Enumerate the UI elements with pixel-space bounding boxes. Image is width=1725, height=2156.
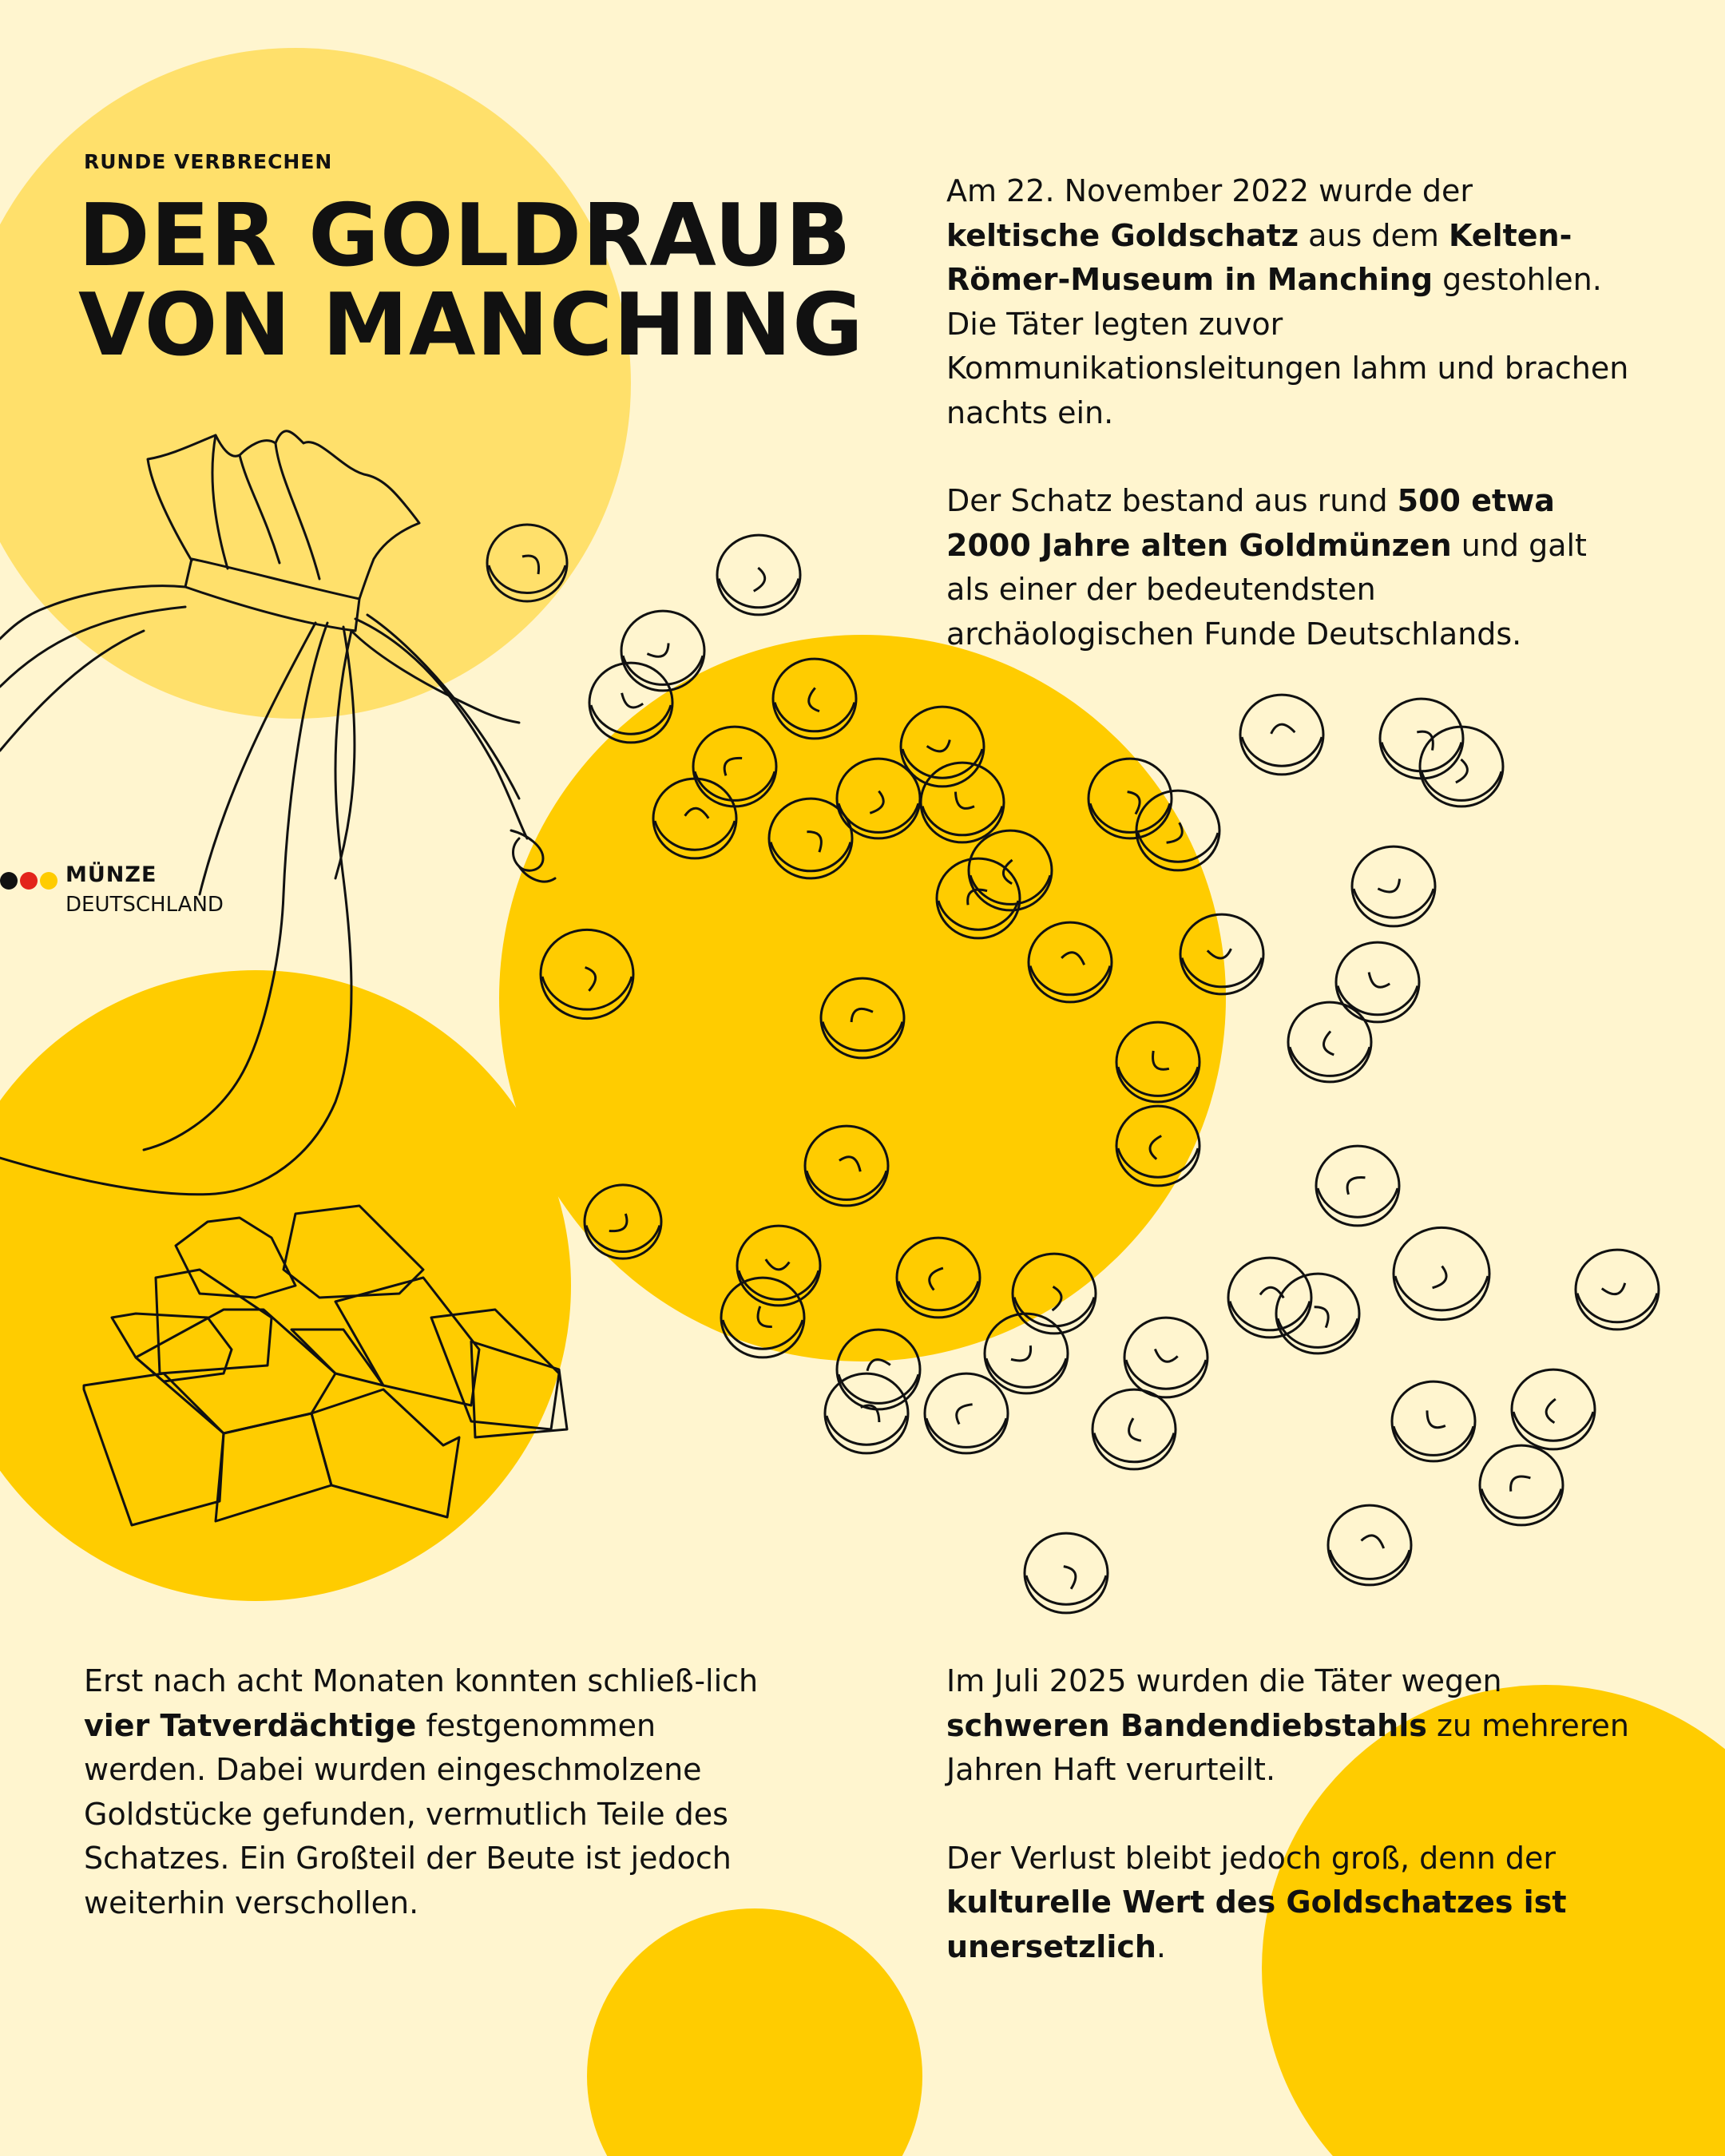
text-run: Im Juli 2025 wurden die Täter wegen bbox=[946, 1663, 1502, 1698]
coin-icon bbox=[1420, 727, 1503, 807]
coin-icon bbox=[825, 1373, 908, 1453]
text-run: keltische Goldschatz bbox=[946, 217, 1299, 253]
text-block-bottom-left bbox=[84, 1659, 787, 1925]
circle-bottom-middle bbox=[587, 1908, 922, 2156]
text-run: aus dem bbox=[1299, 217, 1449, 253]
coin-icon bbox=[1380, 699, 1463, 779]
text-run: Der Verlust bleibt jedoch groß, denn der bbox=[946, 1840, 1556, 1876]
coin-icon bbox=[1228, 1258, 1311, 1338]
paragraph-verdict bbox=[946, 1659, 1633, 1793]
coin-icon bbox=[985, 1314, 1068, 1393]
eyebrow-label: RUNDE VERBRECHEN bbox=[84, 150, 333, 173]
text-run: . bbox=[1156, 1928, 1167, 1964]
text-run: gestohlen. Die Täter legten zuvor Kommunikationsleitungen lahm und brachen nachts ein. bbox=[946, 262, 1629, 430]
text-run: Erst nach acht Monaten konnten schließ-lich bbox=[84, 1663, 759, 1698]
logo-line-1: MÜNZE bbox=[65, 862, 157, 887]
text-block-bottom-right bbox=[946, 1659, 1633, 1969]
paragraph-loss bbox=[946, 1837, 1633, 1970]
text-run: Kelten-Römer-Museum in Manching bbox=[946, 217, 1572, 297]
text-run: kulturelle Wert des Goldschatzes ist unersetzlich bbox=[946, 1885, 1567, 1964]
text-run: festgenommen werden. Dabei wurden eingeschmolzene Goldstücke gefunden, vermutlich Teile des Schatzes. Ein Großteil der Beute ist jedoch weiterhin verschollen. bbox=[84, 1707, 732, 1920]
coin-icon bbox=[1352, 846, 1435, 926]
black-dot-icon bbox=[0, 872, 18, 890]
circle-light-top-left bbox=[0, 48, 631, 719]
flag-dots bbox=[0, 872, 64, 891]
coin-icon bbox=[1288, 1002, 1371, 1082]
text-run: Am 22. November 2022 wurde der bbox=[946, 173, 1473, 208]
coin-icon bbox=[1392, 1381, 1475, 1461]
coin-icon bbox=[1092, 1389, 1176, 1469]
coin-icon bbox=[925, 1373, 1008, 1453]
paragraph-theft bbox=[946, 169, 1633, 435]
circle-center bbox=[499, 635, 1226, 1361]
circle-left bbox=[0, 970, 571, 1601]
page-title bbox=[78, 186, 877, 375]
text-run: vier Tatverdächtige bbox=[84, 1707, 417, 1743]
text-run: schweren Bandendiebstahls bbox=[946, 1707, 1427, 1743]
coin-icon bbox=[1124, 1318, 1208, 1397]
coin-icon bbox=[1276, 1274, 1359, 1353]
coin-icon bbox=[1336, 942, 1419, 1022]
coin-icon bbox=[1394, 1227, 1489, 1319]
paragraph-treasure bbox=[946, 479, 1633, 656]
text-block-top-right bbox=[946, 169, 1633, 656]
logo-line-2: DEUTSCHLAND bbox=[65, 893, 224, 917]
coin-icon bbox=[1240, 695, 1323, 775]
gold-dot-icon bbox=[40, 872, 58, 890]
coin-icon bbox=[1316, 1146, 1399, 1226]
text-run: Der Schatz bestand aus rund bbox=[946, 483, 1398, 518]
paragraph-arrests bbox=[84, 1659, 787, 1925]
text-run: 500 etwa 2000 Jahre alten Goldmünzen bbox=[946, 483, 1555, 563]
coin-icon bbox=[1025, 1533, 1108, 1613]
coin-icon bbox=[1576, 1250, 1659, 1330]
coin-icon bbox=[1512, 1369, 1595, 1449]
coin-icon bbox=[717, 535, 800, 615]
coin-icon bbox=[1480, 1445, 1563, 1525]
text-run: zu mehreren Jahren Haft verurteilt. bbox=[946, 1707, 1629, 1787]
title-line-1: DER GOLDRAUB bbox=[78, 186, 852, 286]
coin-icon bbox=[1328, 1505, 1411, 1585]
title-line-2: VON MANCHING bbox=[78, 275, 864, 375]
red-dot-icon bbox=[20, 872, 38, 890]
text-run: und galt als einer der bedeutendsten archäologischen Funde Deutschlands. bbox=[946, 527, 1587, 652]
